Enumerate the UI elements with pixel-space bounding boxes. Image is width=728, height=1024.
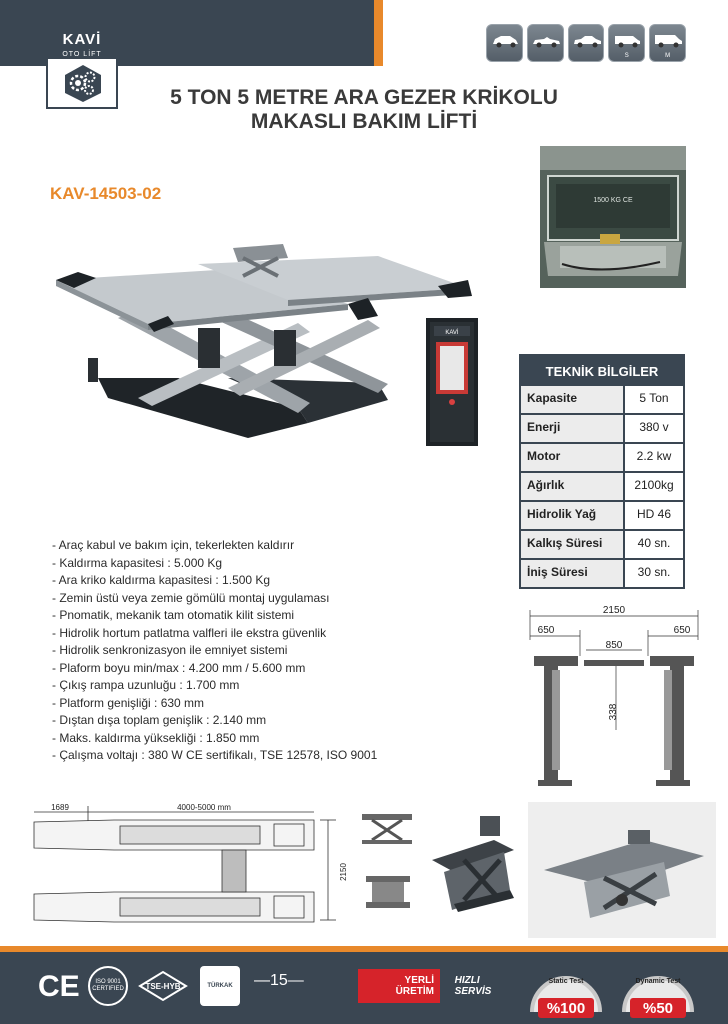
spec-row (519, 473, 685, 502)
yerli-line-2: ÜRETİM (395, 986, 434, 997)
spec-label: Enerji (521, 415, 625, 442)
spec-row (519, 560, 685, 589)
control-box-label: KAVİ (445, 330, 459, 336)
spec-value: 5 Ton (639, 391, 669, 405)
sedan-icon (568, 24, 605, 62)
turkak-badge-label: TÜRKAK (207, 983, 233, 989)
logo-brand-name: KAVİ (62, 31, 102, 48)
ce-mark: CE (38, 970, 80, 1003)
list-item: - Hidrolik senkronizasyon ile emniyet sistemi (52, 643, 288, 657)
static-test-value: %100 (546, 1000, 586, 1017)
spec-value: 40 sn. (637, 536, 671, 550)
dim-height: 338 (608, 703, 619, 721)
page-number: —15— (254, 972, 304, 989)
page-title (0, 86, 728, 134)
list-item: - Hidrolik hortum patlatma valfleri ile ekstra güvenlik (52, 625, 327, 640)
model-code: KAV-14503-02 (50, 184, 162, 203)
spec-table (519, 354, 685, 589)
list-item: - Zemin üstü veya zemie gömülü montaj uygulaması (52, 590, 330, 605)
list-item: - Ara kriko kaldırma kapasitesi : 1.500 Kg (52, 573, 271, 587)
photo-label: 1500 KG CE (593, 197, 633, 204)
dim-right: 650 (673, 625, 691, 636)
bottom-technical-drawings (24, 800, 724, 940)
spec-label: Kalkış Süresi (521, 531, 625, 558)
iso-badge-label: ISO 9001 CERTIFIED (92, 979, 124, 992)
vehicle-type-icons (486, 24, 686, 64)
dim-left: 650 (537, 625, 555, 636)
dim-length: 4000-5000 mm (177, 803, 231, 812)
title-line-1: 5 TON 5 METRE ARA GEZER KRİKOLU (170, 86, 558, 109)
spec-label: Motor (521, 444, 625, 471)
van-m-icon: M (649, 24, 686, 62)
spec-label: Ağırlık (521, 473, 625, 500)
spec-row (519, 444, 685, 473)
logo-brand-sub: OTO LİFT (62, 51, 102, 58)
list-item: - Dıştan dışa toplam genişlik : 2.140 mm (52, 713, 267, 727)
header-accent (374, 0, 383, 66)
list-item: - Maks. kaldırma yüksekliği : 1.850 mm (52, 730, 260, 745)
list-item: - Plaform boyu min/max : 4.200 mm / 5.600 mm (52, 660, 306, 675)
dynamic-test-badge (618, 958, 698, 1020)
list-item: - Pnomatik, mekanik tam otomatik kilit sistemi (52, 608, 295, 622)
spec-value: 30 sn. (637, 565, 671, 579)
yerli-uretim-badge (358, 969, 440, 1003)
yerli-line-1: YERLİ (404, 975, 434, 986)
turkak-badge (200, 966, 240, 1006)
dynamic-test-value: %50 (642, 1000, 674, 1017)
list-item: - Çıkış rampa uzunluğu : 1.700 mm (52, 678, 240, 692)
dim-total: 2150 (602, 605, 626, 616)
spec-label: İniş Süresi (521, 560, 625, 587)
dim-width: 2150 (339, 863, 348, 881)
spec-table-heading: TEKNİK BİLGİLER (519, 354, 685, 386)
spec-value: 2.2 kw (636, 449, 672, 463)
tse-badge (136, 969, 190, 1003)
spec-value: 2100kg (634, 478, 674, 492)
static-test-badge (526, 958, 606, 1020)
static-test-label: Static Test (548, 978, 584, 985)
list-item: - Araç kabul ve bakım için, tekerlekten kaldırır (52, 538, 295, 552)
list-item: - Platform genişliği : 630 mm (52, 695, 205, 710)
van-s-icon: S (608, 24, 645, 62)
scissor-lift-illustration (48, 228, 488, 448)
dim-middle: 850 (605, 640, 623, 651)
spec-row (519, 415, 685, 444)
spec-value: 380 v (639, 420, 669, 434)
tse-badge-label: TSE-HYB (145, 981, 181, 991)
lift-detail-photo (540, 146, 686, 288)
spec-row (519, 386, 685, 415)
front-view-drawing (526, 600, 704, 790)
spec-row (519, 531, 685, 560)
spec-value: HD 46 (636, 507, 671, 521)
hizli-line-1: HIZLI (454, 975, 480, 986)
dim-ramp: 1689 (51, 803, 69, 812)
iso-badge (88, 966, 128, 1006)
spec-label: Kapasite (521, 386, 625, 413)
spec-label: Hidrolik Yağ (521, 502, 625, 529)
list-item: - Çalışma voltajı : 380 W CE sertifikalı, TSE 12578, ISO 9001 (52, 748, 378, 762)
dynamic-test-label: Dynamic Test (635, 978, 681, 985)
feature-list (52, 537, 502, 765)
spec-row (519, 502, 685, 531)
convertible-icon (527, 24, 564, 62)
hatchback-icon (486, 24, 523, 62)
title-line-2: MAKASLI BAKIM LİFTİ (250, 110, 478, 133)
list-item: - Kaldırma kapasitesi : 5.000 Kg (52, 555, 223, 570)
hizli-servis-badge (446, 969, 500, 1003)
hizli-line-2: SERVİS (454, 986, 492, 997)
